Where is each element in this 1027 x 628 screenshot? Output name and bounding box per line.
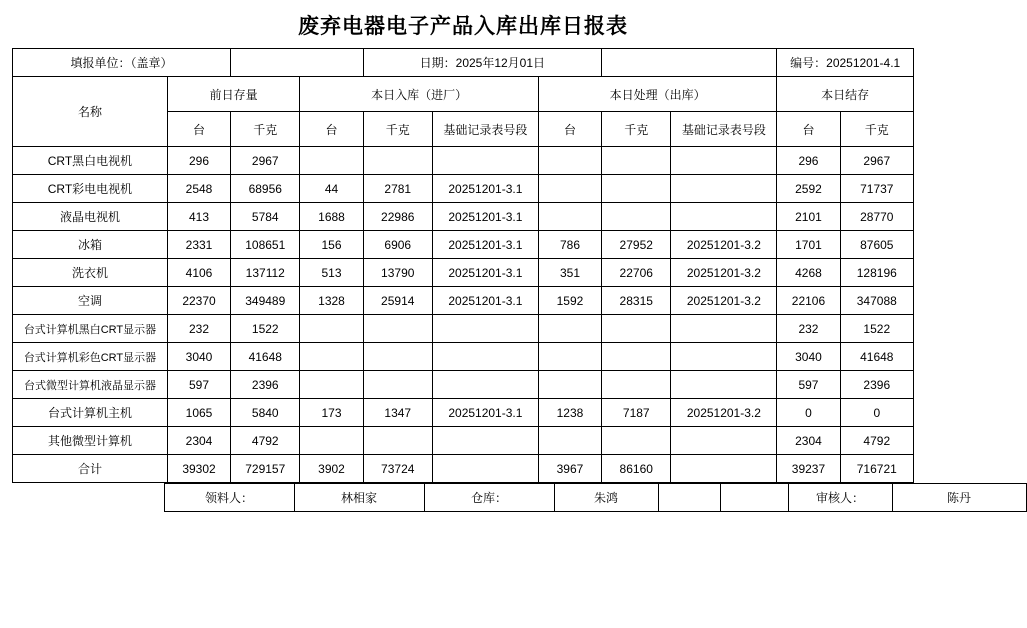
total-in-kg: 73724 — [363, 455, 432, 483]
row-in-kg — [363, 343, 432, 371]
row-out-tai: 786 — [538, 231, 601, 259]
row-out-tai — [538, 371, 601, 399]
row-prev-kg: 41648 — [231, 343, 300, 371]
row-in-tai: 1328 — [300, 287, 363, 315]
total-in-record-no — [432, 455, 538, 483]
signature-row — [12, 484, 1026, 512]
row-prev-kg: 2967 — [231, 147, 300, 175]
row-end-tai: 597 — [777, 371, 840, 399]
meta-date: 日期：2025年12月01日 — [363, 49, 602, 77]
row-out-record-no: 20251201-3.2 — [671, 259, 777, 287]
signature-spacer — [12, 484, 164, 512]
row-in-record-no: 20251201-3.1 — [432, 287, 538, 315]
row-prev-kg: 5840 — [231, 399, 300, 427]
row-out-record-no — [671, 203, 777, 231]
row-out-record-no: 20251201-3.2 — [671, 287, 777, 315]
meta-blank-1 — [231, 49, 363, 77]
header-out-tai: 台 — [538, 112, 601, 147]
total-out-tai: 3967 — [538, 455, 601, 483]
row-prev-kg: 2396 — [231, 371, 300, 399]
total-prev-tai: 39302 — [167, 455, 230, 483]
row-in-kg — [363, 371, 432, 399]
row-in-record-no — [432, 315, 538, 343]
row-name: CRT黑白电视机 — [13, 147, 168, 175]
row-out-tai — [538, 343, 601, 371]
page-title: 废弃电器电子产品入库出库日报表 — [298, 14, 628, 38]
total-name: 合计 — [13, 455, 168, 483]
table-row — [13, 399, 914, 427]
row-end-tai: 2101 — [777, 203, 840, 231]
row-out-kg: 27952 — [602, 231, 671, 259]
row-end-tai: 0 — [777, 399, 840, 427]
row-end-kg: 347088 — [840, 287, 913, 315]
table-row — [13, 175, 914, 203]
row-name: 台式计算机主机 — [13, 399, 168, 427]
warehouse-label: 仓库： — [424, 484, 554, 512]
row-in-kg: 13790 — [363, 259, 432, 287]
row-in-tai — [300, 343, 363, 371]
row-out-record-no — [671, 175, 777, 203]
row-prev-tai: 2304 — [167, 427, 230, 455]
row-in-record-no — [432, 343, 538, 371]
table-row — [13, 147, 914, 175]
row-in-record-no: 20251201-3.1 — [432, 231, 538, 259]
row-out-record-no: 20251201-3.2 — [671, 399, 777, 427]
row-end-tai: 296 — [777, 147, 840, 175]
header-closing: 本日结存 — [777, 77, 914, 112]
row-out-kg: 22706 — [602, 259, 671, 287]
row-name: 台式微型计算机液晶显示器 — [13, 371, 168, 399]
picker-label: 领料人： — [164, 484, 294, 512]
header-out-today: 本日处理（出库） — [538, 77, 777, 112]
row-prev-kg: 5784 — [231, 203, 300, 231]
row-in-kg: 1347 — [363, 399, 432, 427]
row-prev-tai: 3040 — [167, 343, 230, 371]
row-prev-tai: 22370 — [167, 287, 230, 315]
table-row — [13, 259, 914, 287]
row-end-tai: 4268 — [777, 259, 840, 287]
header-group-row — [13, 77, 914, 112]
row-out-tai — [538, 175, 601, 203]
row-out-kg — [602, 315, 671, 343]
header-out-record-no: 基础记录表号段 — [671, 112, 777, 147]
row-end-kg: 4792 — [840, 427, 913, 455]
row-end-kg: 71737 — [840, 175, 913, 203]
row-out-tai — [538, 315, 601, 343]
row-in-record-no — [432, 147, 538, 175]
row-end-kg: 128196 — [840, 259, 913, 287]
row-name: 空调 — [13, 287, 168, 315]
total-out-record-no — [671, 455, 777, 483]
row-name: 冰箱 — [13, 231, 168, 259]
row-prev-tai: 413 — [167, 203, 230, 231]
row-in-kg: 6906 — [363, 231, 432, 259]
row-end-tai: 2304 — [777, 427, 840, 455]
row-out-record-no — [671, 427, 777, 455]
row-end-kg: 1522 — [840, 315, 913, 343]
row-out-kg — [602, 371, 671, 399]
header-in-today: 本日入库（进厂） — [300, 77, 538, 112]
row-end-tai: 3040 — [777, 343, 840, 371]
row-end-kg: 2396 — [840, 371, 913, 399]
header-in-kg: 千克 — [363, 112, 432, 147]
row-name: 台式计算机彩色CRT显示器 — [13, 343, 168, 371]
row-in-kg: 25914 — [363, 287, 432, 315]
meta-row — [13, 49, 914, 77]
total-end-tai: 39237 — [777, 455, 840, 483]
row-prev-tai: 2331 — [167, 231, 230, 259]
row-prev-tai: 232 — [167, 315, 230, 343]
header-prev-tai: 台 — [167, 112, 230, 147]
row-in-record-no: 20251201-3.1 — [432, 203, 538, 231]
row-prev-tai: 4106 — [167, 259, 230, 287]
row-in-kg: 22986 — [363, 203, 432, 231]
header-prev-stock: 前日存量 — [167, 77, 300, 112]
header-in-tai: 台 — [300, 112, 363, 147]
row-prev-kg: 1522 — [231, 315, 300, 343]
row-end-tai: 2592 — [777, 175, 840, 203]
meta-number: 编号：20251201-4.1 — [777, 49, 914, 77]
row-in-tai: 1688 — [300, 203, 363, 231]
meta-blank-2 — [602, 49, 777, 77]
row-prev-kg: 349489 — [231, 287, 300, 315]
row-out-kg — [602, 175, 671, 203]
row-name: 液晶电视机 — [13, 203, 168, 231]
row-out-record-no — [671, 147, 777, 175]
row-out-record-no — [671, 343, 777, 371]
row-prev-kg: 108651 — [231, 231, 300, 259]
table-row — [13, 315, 914, 343]
row-in-record-no: 20251201-3.1 — [432, 175, 538, 203]
total-in-tai: 3902 — [300, 455, 363, 483]
table-row — [13, 287, 914, 315]
row-out-tai — [538, 203, 601, 231]
row-out-record-no — [671, 315, 777, 343]
total-end-kg: 716721 — [840, 455, 913, 483]
row-prev-kg: 4792 — [231, 427, 300, 455]
header-name: 名称 — [13, 77, 168, 147]
row-out-tai — [538, 147, 601, 175]
row-end-tai: 232 — [777, 315, 840, 343]
table-row — [13, 231, 914, 259]
row-prev-tai: 296 — [167, 147, 230, 175]
meta-unit: 填报单位：（盖章） — [13, 49, 231, 77]
header-out-kg: 千克 — [602, 112, 671, 147]
row-in-tai — [300, 315, 363, 343]
row-out-kg: 28315 — [602, 287, 671, 315]
row-prev-tai: 1065 — [167, 399, 230, 427]
row-end-tai: 1701 — [777, 231, 840, 259]
row-name: 台式计算机黑白CRT显示器 — [13, 315, 168, 343]
row-end-kg: 0 — [840, 399, 913, 427]
row-in-tai: 156 — [300, 231, 363, 259]
signature-blank-2 — [720, 484, 788, 512]
total-out-kg: 86160 — [602, 455, 671, 483]
row-in-record-no — [432, 427, 538, 455]
row-out-tai: 1592 — [538, 287, 601, 315]
row-end-kg: 41648 — [840, 343, 913, 371]
row-in-record-no — [432, 371, 538, 399]
row-end-tai: 22106 — [777, 287, 840, 315]
row-prev-tai: 597 — [167, 371, 230, 399]
total-row — [13, 455, 914, 483]
row-end-kg: 28770 — [840, 203, 913, 231]
header-prev-kg: 千克 — [231, 112, 300, 147]
table-row — [13, 371, 914, 399]
row-in-tai — [300, 371, 363, 399]
row-name: 其他微型计算机 — [13, 427, 168, 455]
row-out-tai: 1238 — [538, 399, 601, 427]
row-prev-kg: 68956 — [231, 175, 300, 203]
row-name: CRT彩电电视机 — [13, 175, 168, 203]
row-out-kg — [602, 343, 671, 371]
row-out-record-no — [671, 371, 777, 399]
row-end-kg: 2967 — [840, 147, 913, 175]
signature-table — [12, 483, 1027, 512]
header-end-kg: 千克 — [840, 112, 913, 147]
row-in-tai — [300, 427, 363, 455]
row-in-record-no: 20251201-3.1 — [432, 259, 538, 287]
table-row — [13, 427, 914, 455]
row-in-tai — [300, 147, 363, 175]
row-in-kg — [363, 315, 432, 343]
row-prev-kg: 137112 — [231, 259, 300, 287]
row-in-tai: 513 — [300, 259, 363, 287]
picker-value: 林相家 — [294, 484, 424, 512]
row-out-tai: 351 — [538, 259, 601, 287]
auditor-value: 陈丹 — [892, 484, 1026, 512]
row-out-kg — [602, 203, 671, 231]
row-out-tai — [538, 427, 601, 455]
row-name: 洗衣机 — [13, 259, 168, 287]
row-prev-tai: 2548 — [167, 175, 230, 203]
total-prev-kg: 729157 — [231, 455, 300, 483]
signature-blank-1 — [658, 484, 720, 512]
row-in-kg — [363, 427, 432, 455]
row-in-record-no: 20251201-3.1 — [432, 399, 538, 427]
table-row — [13, 203, 914, 231]
row-in-tai: 44 — [300, 175, 363, 203]
row-in-tai: 173 — [300, 399, 363, 427]
row-in-kg — [363, 147, 432, 175]
auditor-label: 审核人： — [788, 484, 892, 512]
row-out-kg — [602, 427, 671, 455]
row-in-kg: 2781 — [363, 175, 432, 203]
row-out-kg — [602, 147, 671, 175]
row-end-kg: 87605 — [840, 231, 913, 259]
row-out-kg: 7187 — [602, 399, 671, 427]
table-row — [13, 343, 914, 371]
header-end-tai: 台 — [777, 112, 840, 147]
row-out-record-no: 20251201-3.2 — [671, 231, 777, 259]
header-in-record-no: 基础记录表号段 — [432, 112, 538, 147]
report-table — [12, 48, 914, 483]
warehouse-value: 朱鸿 — [554, 484, 658, 512]
